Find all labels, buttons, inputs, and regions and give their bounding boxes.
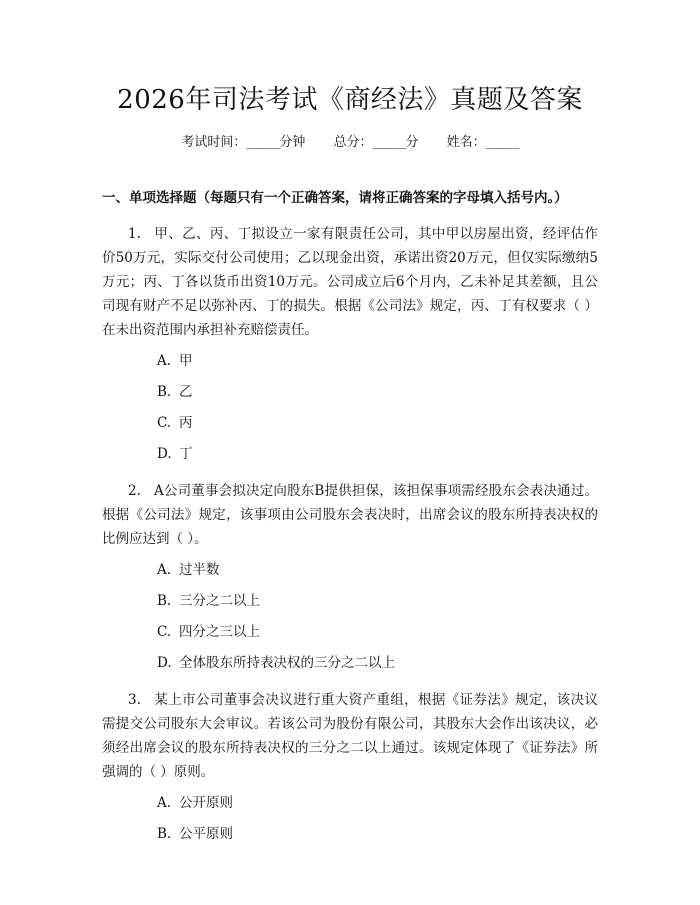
option-text: 四分之三以上: [179, 624, 260, 640]
option-item: [102, 621, 598, 644]
option-text: 丁: [179, 446, 193, 462]
option-letter: D.: [157, 446, 172, 462]
option-item: [102, 412, 598, 435]
exam-score: [333, 134, 418, 152]
exam-score-label: 总分：: [333, 135, 373, 150]
option-text: 三分之二以上: [179, 593, 260, 609]
question-body: 甲、乙、丙、丁拟设立一家有限责任公司，其中甲以房屋出资，经评估作价50万元，实际交付公司使用；乙以现金出资，承诺出资20万元，但仅实际缴纳5万元；丙、丁各以货币出资10万元。公司成立后6个月内，乙未补足其差额，且公司现有财产不足以弥补丙、丁的损失。根据《公司法》规定，丙、丁有权要求（ ）在未出资范围内承担补充赔偿责任。: [102, 226, 598, 338]
option-list: [102, 559, 598, 675]
section-heading: 一、单项选择题（每题只有一个正确答案，请将正确答案的字母填入括号内。）: [102, 190, 568, 206]
exam-time: [181, 134, 305, 152]
exam-time-label: 考试时间：: [181, 135, 247, 150]
question-text: [102, 479, 598, 551]
option-letter: B.: [157, 593, 172, 609]
exam-time-unit: 分钟: [279, 135, 306, 150]
option-text: 乙: [179, 384, 193, 400]
question-number: 2.: [128, 483, 141, 499]
option-text: 全体股东所持表决权的三分之二以上: [179, 655, 395, 671]
question-text: [102, 222, 598, 342]
option-list: [102, 792, 598, 846]
option-text: 丙: [179, 415, 193, 431]
question-number: 3.: [128, 692, 141, 708]
option-item: [102, 590, 598, 613]
option-text: 公开原则: [179, 795, 233, 811]
exam-name-label: 姓名：: [446, 135, 486, 150]
option-letter: B.: [157, 826, 172, 842]
exam-score-unit: 分: [405, 135, 419, 150]
question-text: [102, 688, 598, 784]
exam-name-blank: ______: [485, 135, 519, 150]
option-item: [102, 443, 598, 466]
option-item: [102, 381, 598, 404]
option-list: [102, 350, 598, 466]
question-block: [102, 479, 598, 675]
option-letter: A.: [157, 795, 172, 811]
option-letter: B.: [157, 384, 172, 400]
option-text: 公平原则: [179, 826, 233, 842]
option-letter: D.: [157, 655, 172, 671]
option-item: [102, 350, 598, 373]
exam-score-blank: ______: [372, 135, 406, 150]
exam-time-blank: ______: [246, 135, 280, 150]
exam-meta: [102, 134, 598, 152]
question-number: 1.: [128, 226, 141, 242]
option-item: [102, 652, 598, 675]
option-text: 甲: [179, 353, 193, 369]
option-item: [102, 792, 598, 815]
option-item: [102, 823, 598, 846]
option-letter: A.: [157, 562, 172, 578]
question-body: 某上市公司董事会决议进行重大资产重组，根据《证券法》规定，该决议需提交公司股东大会审议。若该公司为股份有限公司，其股东大会作出该决议，必须经出席会议的股东所持表决权的三分之二以上通过。该规定体现了《证券法》所强调的（ ）原则。: [102, 692, 598, 780]
option-item: [102, 559, 598, 582]
option-letter: C.: [157, 415, 172, 431]
exam-title: 2026年司法考试《商经法》真题及答案: [117, 85, 583, 115]
question-block: [102, 222, 598, 466]
option-text: 过半数: [179, 562, 220, 578]
question-body: A公司董事会拟决定向股东B提供担保，该担保事项需经股东会表决通过。根据《公司法》规定，该事项由公司股东会表决时，出席会议的股东所持表决权的比例应达到（ ）。: [102, 483, 598, 547]
question-block: [102, 688, 598, 846]
option-letter: C.: [157, 624, 172, 640]
exam-name: [447, 134, 519, 152]
option-letter: A.: [157, 353, 172, 369]
